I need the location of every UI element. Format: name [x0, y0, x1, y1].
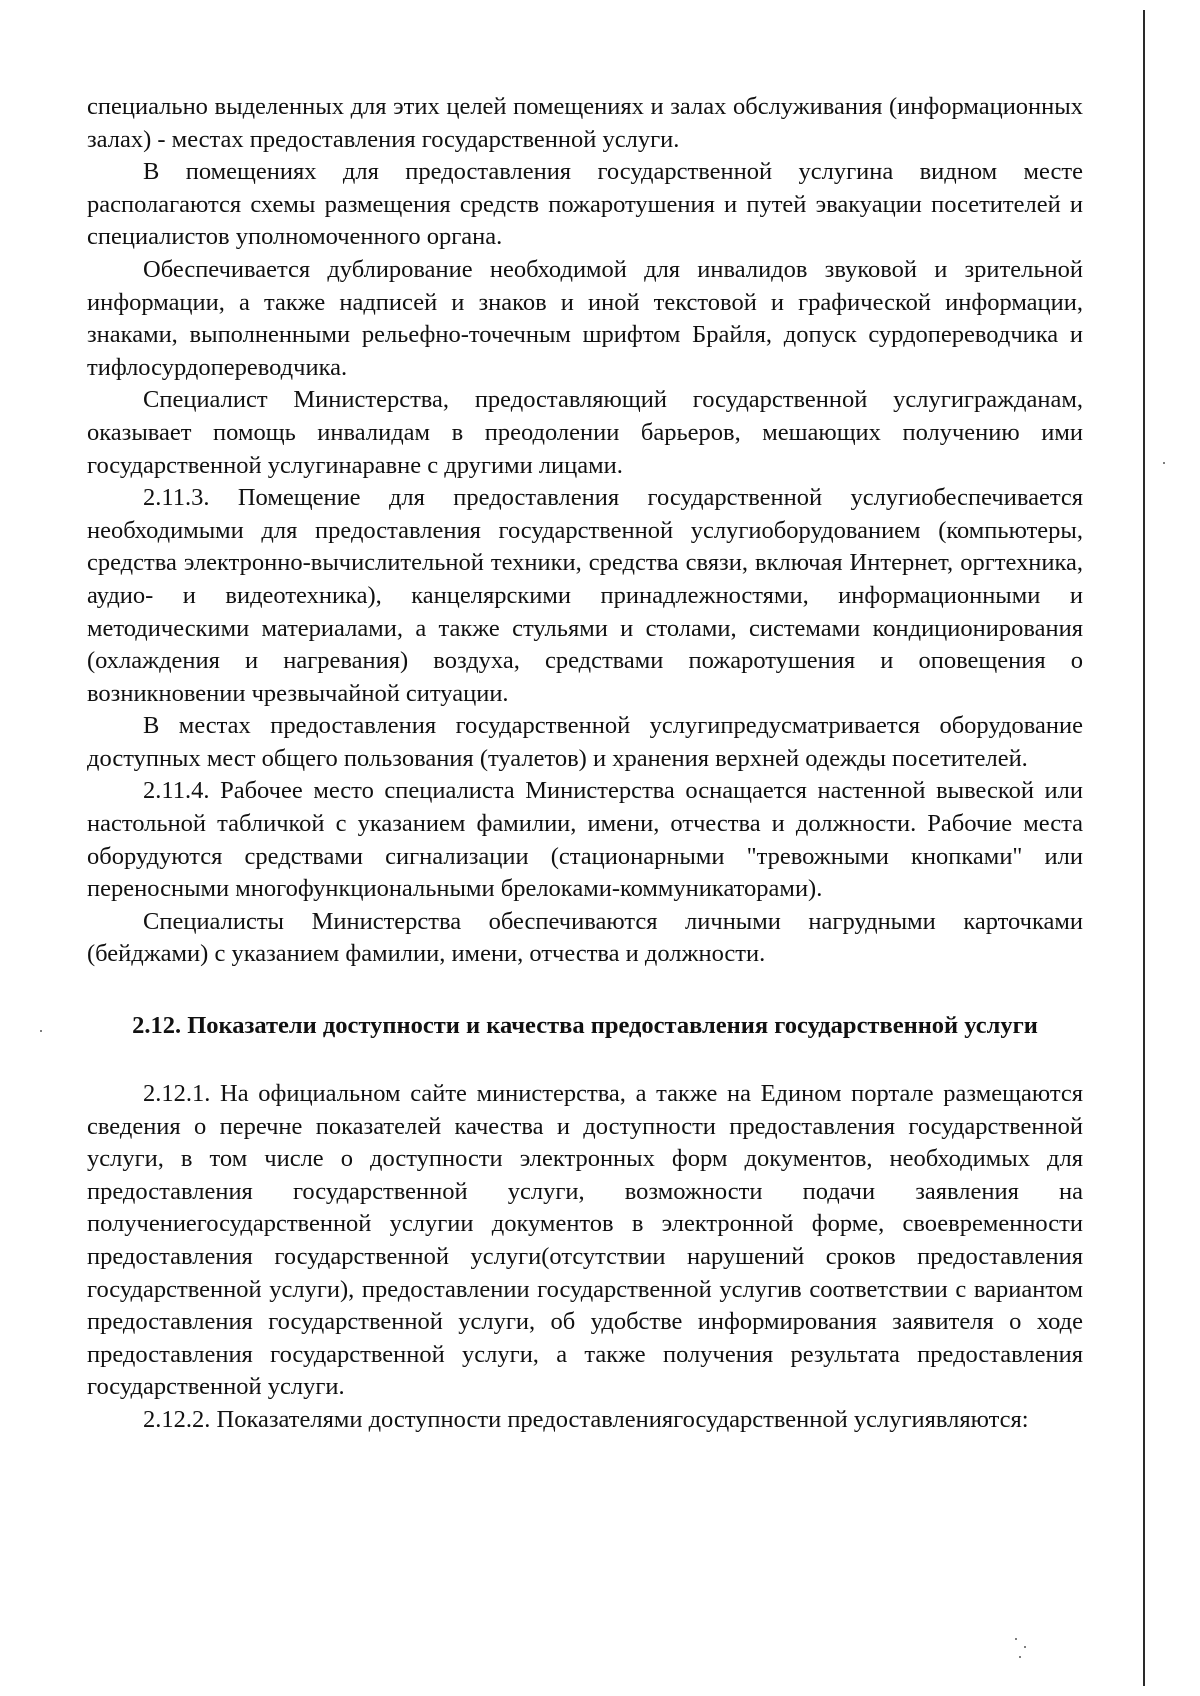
scan-speck	[1019, 1656, 1021, 1658]
paragraph: 2.11.3. Помещение для предоставления государственной услугиобеспечивается необходимыми для предоставления государственной услугиоборудованием (компьютеры, средства электронно-вычислительной техники, средства связи, включая Интернет, оргтехника, аудио- и видеотехника), канцелярскими принадлежностями, информационными и методическими материалами, а также стульями и столами, системами кондиционирования (охлаждения и нагревания) воздуха, средствами пожаротушения и оповещения о возникновении чрезвычайной ситуации.	[87, 484, 1083, 707]
paragraph: 2.11.4. Рабочее место специалиста Министерства оснащается настенной вывеской или настольной табличкой с указанием фамилии, имени, отчества и должности. Рабочие места оборудуются средствами сигнализации (стационарными "тревожными кнопками" или переносными многофункциональными брелоками-коммуникаторами).	[87, 777, 1083, 903]
paragraph: Специалисты Министерства обеспечиваются личными нагрудными карточками (бейджами) с указанием фамилии, имени, отчества и должности.	[87, 907, 1083, 968]
document-body	[87, 91, 1083, 1437]
section-heading: 2.12. Показатели доступности и качества предоставления государственной услуги	[132, 1012, 1038, 1040]
scan-speck	[40, 1030, 42, 1032]
paragraph: Обеспечивается дублирование необходимой для инвалидов звуковой и зрительной информации, а также надписей и знаков и иной текстовой и графической информации, знаками, выполненными рельефно-точечным шрифтом Брайля, допуск сурдопереводчика и тифлосурдопереводчика.	[87, 255, 1083, 381]
paragraph: В помещениях для предоставления государственной услугина видном месте располагаются схемы размещения средств пожаротушения и путей эвакуации посетителей и специалистов уполномоченного органа.	[87, 158, 1083, 251]
paragraph: В местах предоставления государственной услугипредусматривается оборудование доступных мест общего пользования (туалетов) и хранения верхней одежды посетителей.	[87, 712, 1083, 772]
paragraph: специально выделенных для этих целей помещениях и залах обслуживания (информационных залах) - местах предоставления государственной услуги.	[87, 93, 1083, 153]
paragraph: 2.12.1. На официальном сайте министерства, а также на Едином портале размещаются сведения о перечне показателей качества и доступности предоставления государственной услуги, в том числе о доступности электронных форм документов, необходимых для предоставления государственной услуги, возможности подачи заявления на получениегосударственной услугии документов в электронной форме, своевременности предоставления государственной услуги(отсутствии нарушений сроков предоставления государственной услуги), предоставлении государственной услугив соответствии с вариантом предоставления государственной услуги, об удобстве информирования заявителя о ходе предоставления государственной услуги, а также получения результата предоставления государственной услуги.	[87, 1080, 1083, 1401]
paragraph: Специалист Министерства, предоставляющий государственной услугигражданам, оказывает помощь инвалидам в преодолении барьеров, мешающих получению ими государственной услугинаравне с другими лицами.	[87, 386, 1083, 479]
page-edge-line	[1143, 10, 1145, 1686]
scan-speck	[1024, 1646, 1026, 1648]
paragraph: 2.12.2. Показателями доступности предоставлениягосударственной услугиявляются:	[143, 1405, 1029, 1433]
scan-speck	[1163, 462, 1165, 464]
scan-speck	[1015, 1638, 1017, 1640]
